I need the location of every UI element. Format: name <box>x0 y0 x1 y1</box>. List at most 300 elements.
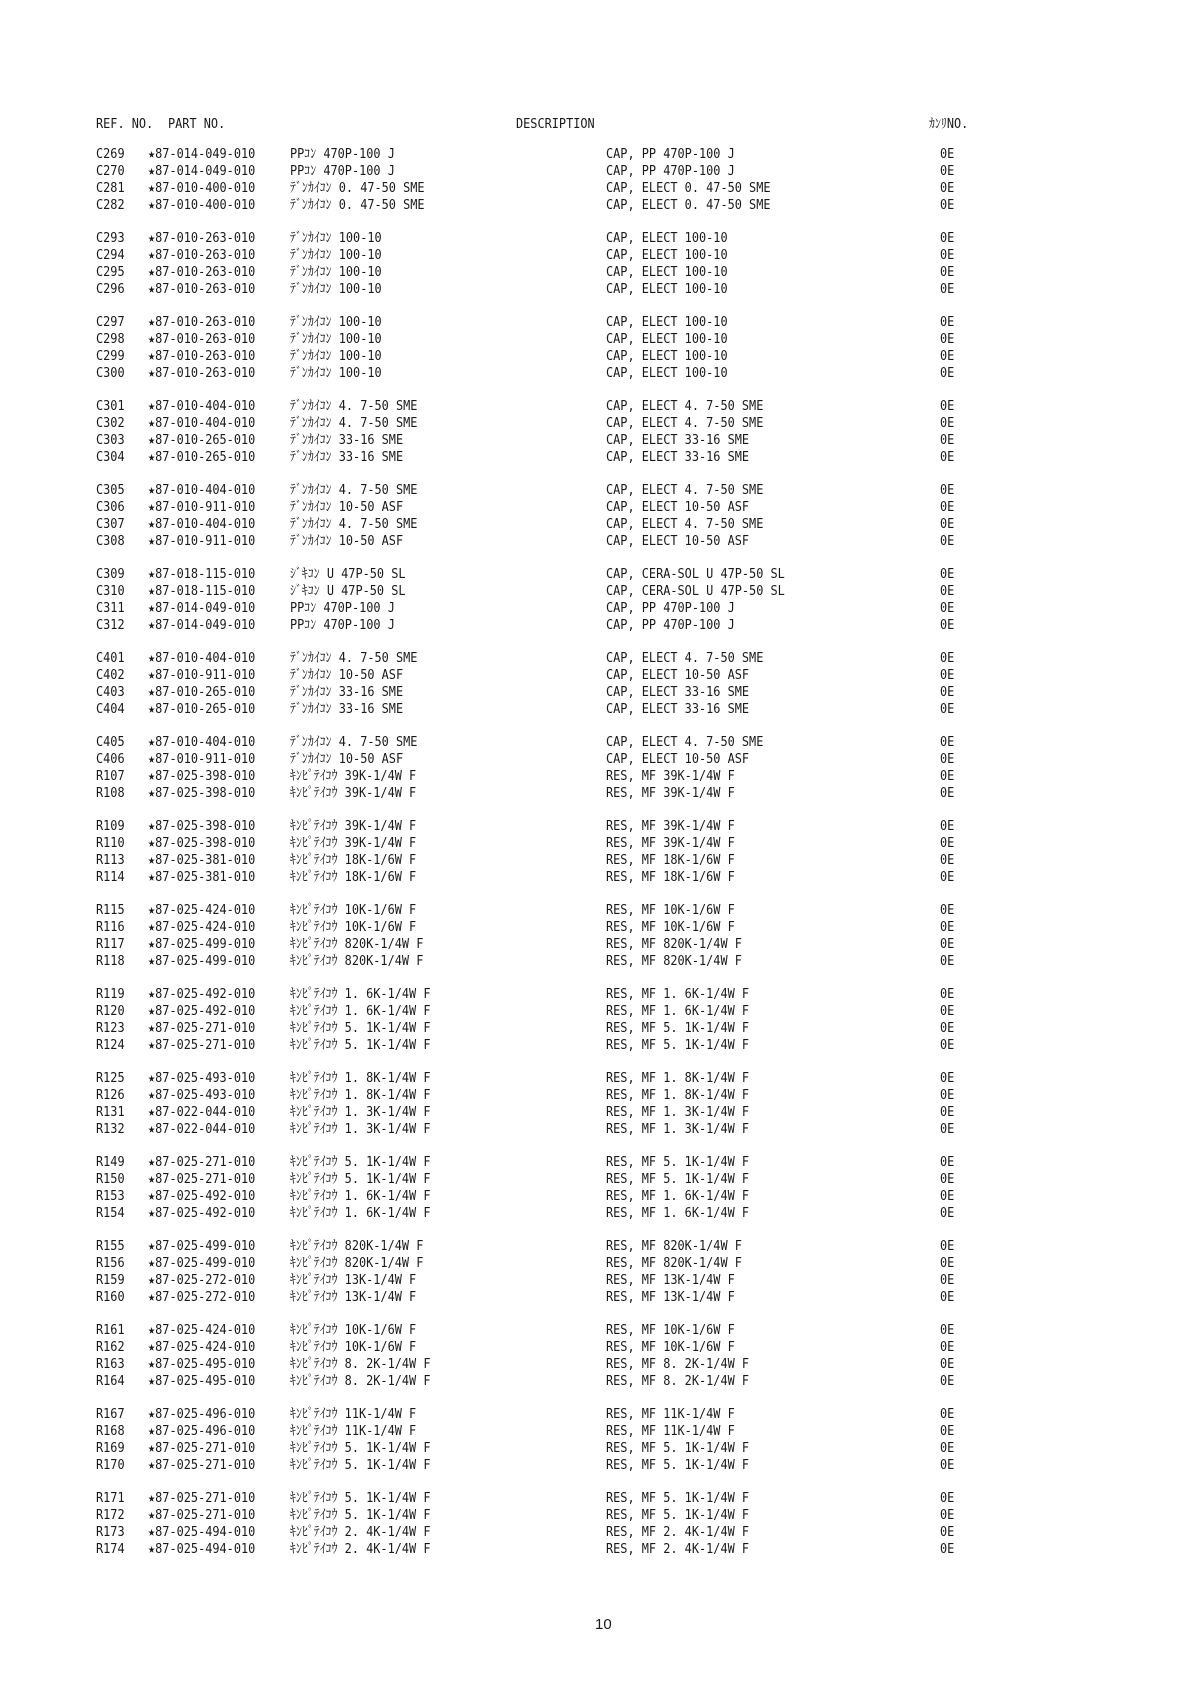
part-no: ★87-010-263-010 <box>148 281 256 297</box>
ref-no: C293 <box>96 230 125 246</box>
ref-no: R159 <box>96 1272 125 1288</box>
ref-no: R155 <box>96 1238 125 1254</box>
description-jp: ｷﾝﾋﾟﾃｲｺｳ 5. 1K-1/4W F <box>290 1037 431 1053</box>
kanri-no: 0E <box>940 734 955 750</box>
ref-no: C303 <box>96 432 125 448</box>
description-jp: ｷﾝﾋﾟﾃｲｺｳ 39K-1/4W F <box>290 785 417 801</box>
description-jp: ｼﾞｷｺﾝ U 47P-50 SL <box>290 583 406 599</box>
ref-no: R107 <box>96 768 125 784</box>
description-jp: ｷﾝﾋﾟﾃｲｺｳ 18K-1/6W F <box>290 869 417 885</box>
description-en: RES, MF 13K-1/4W F <box>606 1289 735 1305</box>
ref-no: R113 <box>96 852 125 868</box>
description-en: CAP, ELECT 10-50 ASF <box>606 533 750 549</box>
description-jp: ﾃﾞﾝｶｲｺﾝ 4. 7-50 SME <box>290 482 418 498</box>
description-jp: ﾃﾞﾝｶｲｺﾝ 100-10 <box>290 331 382 347</box>
kanri-no: 0E <box>940 449 955 465</box>
ref-no: C302 <box>96 415 125 431</box>
description-en: RES, MF 5. 1K-1/4W F <box>606 1490 750 1506</box>
description-en: RES, MF 13K-1/4W F <box>606 1272 735 1288</box>
kanri-no: 0E <box>940 1255 955 1271</box>
kanri-no: 0E <box>940 1104 955 1120</box>
description-jp: ｷﾝﾋﾟﾃｲｺｳ 13K-1/4W F <box>290 1272 417 1288</box>
kanri-no: 0E <box>940 818 955 834</box>
part-no: ★87-010-911-010 <box>148 533 256 549</box>
description-jp: ﾃﾞﾝｶｲｺﾝ 100-10 <box>290 247 382 263</box>
description-jp: ｷﾝﾋﾟﾃｲｺｳ 13K-1/4W F <box>290 1289 417 1305</box>
description-en: CAP, ELECT 4. 7-50 SME <box>606 516 764 532</box>
description-jp: ﾃﾞﾝｶｲｺﾝ 10-50 ASF <box>290 667 404 683</box>
description-en: CAP, ELECT 33-16 SME <box>606 684 750 700</box>
kanri-no: 0E <box>940 499 955 515</box>
part-no: ★87-025-424-010 <box>148 1322 256 1338</box>
kanri-no: 0E <box>940 197 955 213</box>
ref-no: C309 <box>96 566 125 582</box>
part-no: ★87-010-404-010 <box>148 482 256 498</box>
kanri-no: 0E <box>940 482 955 498</box>
ref-no: R170 <box>96 1457 125 1473</box>
ref-no: R132 <box>96 1121 125 1137</box>
part-no: ★87-010-263-010 <box>148 314 256 330</box>
ref-no: R131 <box>96 1104 125 1120</box>
kanri-no: 0E <box>940 1457 955 1473</box>
description-jp: ﾃﾞﾝｶｲｺﾝ 100-10 <box>290 314 382 330</box>
kanri-no: 0E <box>940 1070 955 1086</box>
ref-no: C294 <box>96 247 125 263</box>
description-en: CAP, CERA-SOL U 47P-50 SL <box>606 583 785 599</box>
ref-no: C269 <box>96 146 125 162</box>
ref-no: R149 <box>96 1154 125 1170</box>
ref-no: R154 <box>96 1205 125 1221</box>
kanri-no: 0E <box>940 432 955 448</box>
description-en: CAP, PP 470P-100 J <box>606 617 735 633</box>
description-en: RES, MF 1. 6K-1/4W F <box>606 986 750 1002</box>
description-en: CAP, PP 470P-100 J <box>606 163 735 179</box>
part-no: ★87-025-492-010 <box>148 1205 256 1221</box>
description-jp: ｷﾝﾋﾟﾃｲｺｳ 5. 1K-1/4W F <box>290 1440 431 1456</box>
part-no: ★87-010-263-010 <box>148 264 256 280</box>
description-en: RES, MF 11K-1/4W F <box>606 1423 735 1439</box>
description-en: RES, MF 5. 1K-1/4W F <box>606 1457 750 1473</box>
ref-no: C406 <box>96 751 125 767</box>
description-jp: ﾃﾞﾝｶｲｺﾝ 100-10 <box>290 281 382 297</box>
ref-no: C401 <box>96 650 125 666</box>
kanri-no: 0E <box>940 365 955 381</box>
ref-no: R118 <box>96 953 125 969</box>
description-en: CAP, ELECT 100-10 <box>606 365 728 381</box>
page-number: 10 <box>595 1616 612 1633</box>
description-jp: ｷﾝﾋﾟﾃｲｺｳ 10K-1/6W F <box>290 902 417 918</box>
description-jp: ｷﾝﾋﾟﾃｲｺｳ 1. 6K-1/4W F <box>290 1205 431 1221</box>
kanri-no: 0E <box>940 1440 955 1456</box>
ref-no: C312 <box>96 617 125 633</box>
kanri-no: 0E <box>940 516 955 532</box>
ref-no: C298 <box>96 331 125 347</box>
description-jp: ﾃﾞﾝｶｲｺﾝ 100-10 <box>290 264 382 280</box>
description-en: RES, MF 1. 6K-1/4W F <box>606 1188 750 1204</box>
kanri-no: 0E <box>940 684 955 700</box>
part-no: ★87-010-400-010 <box>148 197 256 213</box>
ref-no: C404 <box>96 701 125 717</box>
kanri-no: 0E <box>940 146 955 162</box>
ref-no: R115 <box>96 902 125 918</box>
description-en: RES, MF 5. 1K-1/4W F <box>606 1020 750 1036</box>
part-no: ★87-022-044-010 <box>148 1121 256 1137</box>
description-en: CAP, PP 470P-100 J <box>606 600 735 616</box>
kanri-no: 0E <box>940 1087 955 1103</box>
kanri-no: 0E <box>940 1356 955 1372</box>
description-en: CAP, ELECT 4. 7-50 SME <box>606 650 764 666</box>
part-no: ★87-025-271-010 <box>148 1037 256 1053</box>
part-no: ★87-010-404-010 <box>148 734 256 750</box>
description-en: RES, MF 11K-1/4W F <box>606 1406 735 1422</box>
part-no: ★87-010-404-010 <box>148 398 256 414</box>
part-no: ★87-025-271-010 <box>148 1171 256 1187</box>
part-no: ★87-025-398-010 <box>148 835 256 851</box>
ref-no: C402 <box>96 667 125 683</box>
description-jp: ﾃﾞﾝｶｲｺﾝ 0. 47-50 SME <box>290 197 425 213</box>
ref-no: C311 <box>96 600 125 616</box>
description-jp: ｷﾝﾋﾟﾃｲｺｳ 1. 6K-1/4W F <box>290 986 431 1002</box>
part-no: ★87-025-495-010 <box>148 1373 256 1389</box>
kanri-no: 0E <box>940 314 955 330</box>
header-part-no: PART NO. <box>168 116 226 132</box>
description-en: RES, MF 5. 1K-1/4W F <box>606 1171 750 1187</box>
kanri-no: 0E <box>940 986 955 1002</box>
ref-no: R124 <box>96 1037 125 1053</box>
description-en: RES, MF 1. 8K-1/4W F <box>606 1070 750 1086</box>
description-en: RES, MF 820K-1/4W F <box>606 936 742 952</box>
description-jp: ﾃﾞﾝｶｲｺﾝ 100-10 <box>290 348 382 364</box>
ref-no: C297 <box>96 314 125 330</box>
kanri-no: 0E <box>940 281 955 297</box>
part-no: ★87-022-044-010 <box>148 1104 256 1120</box>
part-no: ★87-025-424-010 <box>148 902 256 918</box>
kanri-no: 0E <box>940 415 955 431</box>
part-no: ★87-010-404-010 <box>148 415 256 431</box>
ref-no: C299 <box>96 348 125 364</box>
ref-no: C300 <box>96 365 125 381</box>
description-jp: ﾃﾞﾝｶｲｺﾝ 33-16 SME <box>290 684 404 700</box>
kanri-no: 0E <box>940 650 955 666</box>
description-en: CAP, ELECT 0. 47-50 SME <box>606 180 771 196</box>
part-no: ★87-025-495-010 <box>148 1356 256 1372</box>
description-jp: ﾃﾞﾝｶｲｺﾝ 10-50 ASF <box>290 533 404 549</box>
ref-no: R169 <box>96 1440 125 1456</box>
description-jp: ﾃﾞﾝｶｲｺﾝ 100-10 <box>290 365 382 381</box>
description-jp: ｷﾝﾋﾟﾃｲｺｳ 39K-1/4W F <box>290 835 417 851</box>
description-en: RES, MF 10K-1/6W F <box>606 902 735 918</box>
kanri-no: 0E <box>940 1322 955 1338</box>
description-en: CAP, ELECT 4. 7-50 SME <box>606 415 764 431</box>
description-jp: ｷﾝﾋﾟﾃｲｺｳ 5. 1K-1/4W F <box>290 1020 431 1036</box>
kanri-no: 0E <box>940 1272 955 1288</box>
description-en: RES, MF 39K-1/4W F <box>606 785 735 801</box>
part-no: ★87-025-499-010 <box>148 936 256 952</box>
description-en: RES, MF 39K-1/4W F <box>606 768 735 784</box>
description-jp: ﾃﾞﾝｶｲｺﾝ 4. 7-50 SME <box>290 734 418 750</box>
description-en: CAP, ELECT 33-16 SME <box>606 432 750 448</box>
description-jp: ｷﾝﾋﾟﾃｲｺｳ 39K-1/4W F <box>290 768 417 784</box>
ref-no: R174 <box>96 1541 125 1557</box>
ref-no: C405 <box>96 734 125 750</box>
description-en: RES, MF 1. 6K-1/4W F <box>606 1205 750 1221</box>
ref-no: C403 <box>96 684 125 700</box>
kanri-no: 0E <box>940 331 955 347</box>
ref-no: R109 <box>96 818 125 834</box>
description-jp: ｷﾝﾋﾟﾃｲｺｳ 820K-1/4W F <box>290 953 424 969</box>
kanri-no: 0E <box>940 180 955 196</box>
part-no: ★87-010-265-010 <box>148 701 256 717</box>
description-en: CAP, ELECT 4. 7-50 SME <box>606 734 764 750</box>
part-no: ★87-025-499-010 <box>148 953 256 969</box>
ref-no: C304 <box>96 449 125 465</box>
description-jp: ｷﾝﾋﾟﾃｲｺｳ 5. 1K-1/4W F <box>290 1154 431 1170</box>
part-no: ★87-010-263-010 <box>148 331 256 347</box>
ref-no: C307 <box>96 516 125 532</box>
description-en: CAP, ELECT 0. 47-50 SME <box>606 197 771 213</box>
description-jp: PPｺﾝ 470P-100 J <box>290 146 395 162</box>
description-en: CAP, ELECT 100-10 <box>606 314 728 330</box>
kanri-no: 0E <box>940 398 955 414</box>
part-no: ★87-025-499-010 <box>148 1238 256 1254</box>
ref-no: R160 <box>96 1289 125 1305</box>
description-jp: ｷﾝﾋﾟﾃｲｺｳ 18K-1/6W F <box>290 852 417 868</box>
kanri-no: 0E <box>940 348 955 364</box>
description-jp: ｷﾝﾋﾟﾃｲｺｳ 820K-1/4W F <box>290 936 424 952</box>
description-jp: ﾃﾞﾝｶｲｺﾝ 10-50 ASF <box>290 751 404 767</box>
description-en: CAP, ELECT 10-50 ASF <box>606 667 750 683</box>
ref-no: C281 <box>96 180 125 196</box>
description-jp: ｷﾝﾋﾟﾃｲｺｳ 1. 6K-1/4W F <box>290 1003 431 1019</box>
kanri-no: 0E <box>940 1020 955 1036</box>
description-en: CAP, ELECT 4. 7-50 SME <box>606 482 764 498</box>
kanri-no: 0E <box>940 566 955 582</box>
description-en: RES, MF 10K-1/6W F <box>606 919 735 935</box>
kanri-no: 0E <box>940 247 955 263</box>
description-en: RES, MF 8. 2K-1/4W F <box>606 1373 750 1389</box>
part-no: ★87-025-271-010 <box>148 1154 256 1170</box>
ref-no: R126 <box>96 1087 125 1103</box>
ref-no: C270 <box>96 163 125 179</box>
part-no: ★87-025-493-010 <box>148 1070 256 1086</box>
part-no: ★87-010-400-010 <box>148 180 256 196</box>
description-en: CAP, ELECT 100-10 <box>606 264 728 280</box>
part-no: ★87-025-493-010 <box>148 1087 256 1103</box>
part-no: ★87-010-265-010 <box>148 684 256 700</box>
description-en: RES, MF 2. 4K-1/4W F <box>606 1541 750 1557</box>
kanri-no: 0E <box>940 1339 955 1355</box>
part-no: ★87-025-494-010 <box>148 1524 256 1540</box>
header-description: DESCRIPTION <box>516 116 595 132</box>
description-en: RES, MF 1. 6K-1/4W F <box>606 1003 750 1019</box>
ref-no: R125 <box>96 1070 125 1086</box>
kanri-no: 0E <box>940 1524 955 1540</box>
ref-no: R164 <box>96 1373 125 1389</box>
part-no: ★87-010-265-010 <box>148 432 256 448</box>
part-no: ★87-025-496-010 <box>148 1423 256 1439</box>
description-en: CAP, ELECT 33-16 SME <box>606 449 750 465</box>
description-jp: ﾃﾞﾝｶｲｺﾝ 100-10 <box>290 230 382 246</box>
description-jp: ｷﾝﾋﾟﾃｲｺｳ 1. 8K-1/4W F <box>290 1087 431 1103</box>
kanri-no: 0E <box>940 1238 955 1254</box>
kanri-no: 0E <box>940 1188 955 1204</box>
kanri-no: 0E <box>940 751 955 767</box>
description-jp: ｷﾝﾋﾟﾃｲｺｳ 8. 2K-1/4W F <box>290 1356 431 1372</box>
part-no: ★87-025-496-010 <box>148 1406 256 1422</box>
description-jp: ｷﾝﾋﾟﾃｲｺｳ 1. 6K-1/4W F <box>290 1188 431 1204</box>
part-no: ★87-018-115-010 <box>148 583 256 599</box>
part-no: ★87-025-271-010 <box>148 1457 256 1473</box>
description-jp: ｷﾝﾋﾟﾃｲｺｳ 5. 1K-1/4W F <box>290 1490 431 1506</box>
description-en: CAP, CERA-SOL U 47P-50 SL <box>606 566 785 582</box>
ref-no: R120 <box>96 1003 125 1019</box>
description-en: CAP, ELECT 33-16 SME <box>606 701 750 717</box>
part-no: ★87-025-424-010 <box>148 919 256 935</box>
description-jp: ﾃﾞﾝｶｲｺﾝ 4. 7-50 SME <box>290 516 418 532</box>
description-jp: ﾃﾞﾝｶｲｺﾝ 10-50 ASF <box>290 499 404 515</box>
description-en: RES, MF 18K-1/6W F <box>606 869 735 885</box>
description-en: CAP, ELECT 100-10 <box>606 348 728 364</box>
description-en: RES, MF 5. 1K-1/4W F <box>606 1440 750 1456</box>
kanri-no: 0E <box>940 902 955 918</box>
ref-no: C310 <box>96 583 125 599</box>
part-no: ★87-025-271-010 <box>148 1490 256 1506</box>
part-no: ★87-025-499-010 <box>148 1255 256 1271</box>
ref-no: C308 <box>96 533 125 549</box>
description-jp: ﾃﾞﾝｶｲｺﾝ 33-16 SME <box>290 432 404 448</box>
description-jp: ｷﾝﾋﾟﾃｲｺｳ 820K-1/4W F <box>290 1255 424 1271</box>
description-jp: ﾃﾞﾝｶｲｺﾝ 4. 7-50 SME <box>290 398 418 414</box>
part-no: ★87-025-271-010 <box>148 1440 256 1456</box>
description-en: RES, MF 5. 1K-1/4W F <box>606 1037 750 1053</box>
ref-no: R119 <box>96 986 125 1002</box>
kanri-no: 0E <box>940 1406 955 1422</box>
description-en: RES, MF 820K-1/4W F <box>606 953 742 969</box>
ref-no: R162 <box>96 1339 125 1355</box>
ref-no: R117 <box>96 936 125 952</box>
part-no: ★87-014-049-010 <box>148 617 256 633</box>
description-en: RES, MF 5. 1K-1/4W F <box>606 1154 750 1170</box>
kanri-no: 0E <box>940 1423 955 1439</box>
kanri-no: 0E <box>940 1507 955 1523</box>
kanri-no: 0E <box>940 919 955 935</box>
part-no: ★87-025-494-010 <box>148 1541 256 1557</box>
kanri-no: 0E <box>940 701 955 717</box>
part-no: ★87-018-115-010 <box>148 566 256 582</box>
kanri-no: 0E <box>940 1490 955 1506</box>
part-no: ★87-025-272-010 <box>148 1289 256 1305</box>
kanri-no: 0E <box>940 533 955 549</box>
ref-no: R150 <box>96 1171 125 1187</box>
ref-no: C305 <box>96 482 125 498</box>
description-jp: ｷﾝﾋﾟﾃｲｺｳ 11K-1/4W F <box>290 1423 417 1439</box>
part-no: ★87-025-492-010 <box>148 1188 256 1204</box>
description-en: CAP, ELECT 10-50 ASF <box>606 499 750 515</box>
ref-no: R163 <box>96 1356 125 1372</box>
part-no: ★87-025-398-010 <box>148 818 256 834</box>
description-jp: ﾃﾞﾝｶｲｺﾝ 33-16 SME <box>290 701 404 717</box>
ref-no: R156 <box>96 1255 125 1271</box>
kanri-no: 0E <box>940 264 955 280</box>
description-jp: ﾃﾞﾝｶｲｺﾝ 33-16 SME <box>290 449 404 465</box>
ref-no: R108 <box>96 785 125 801</box>
description-en: CAP, ELECT 10-50 ASF <box>606 751 750 767</box>
ref-no: R110 <box>96 835 125 851</box>
description-jp: ｷﾝﾋﾟﾃｲｺｳ 5. 1K-1/4W F <box>290 1171 431 1187</box>
description-jp: ｷﾝﾋﾟﾃｲｺｳ 820K-1/4W F <box>290 1238 424 1254</box>
part-no: ★87-025-271-010 <box>148 1507 256 1523</box>
part-no: ★87-014-049-010 <box>148 163 256 179</box>
ref-no: C301 <box>96 398 125 414</box>
description-jp: ｷﾝﾋﾟﾃｲｺｳ 5. 1K-1/4W F <box>290 1457 431 1473</box>
ref-no: R116 <box>96 919 125 935</box>
part-no: ★87-025-492-010 <box>148 1003 256 1019</box>
kanri-no: 0E <box>940 617 955 633</box>
description-en: CAP, ELECT 100-10 <box>606 230 728 246</box>
kanri-no: 0E <box>940 230 955 246</box>
description-en: RES, MF 18K-1/6W F <box>606 852 735 868</box>
ref-no: R153 <box>96 1188 125 1204</box>
description-jp: ｷﾝﾋﾟﾃｲｺｳ 1. 3K-1/4W F <box>290 1121 431 1137</box>
description-jp: ｷﾝﾋﾟﾃｲｺｳ 1. 8K-1/4W F <box>290 1070 431 1086</box>
description-en: RES, MF 5. 1K-1/4W F <box>606 1507 750 1523</box>
part-no: ★87-025-271-010 <box>148 1020 256 1036</box>
description-jp: ｷﾝﾋﾟﾃｲｺｳ 2. 4K-1/4W F <box>290 1524 431 1540</box>
description-jp: ｷﾝﾋﾟﾃｲｺｳ 39K-1/4W F <box>290 818 417 834</box>
kanri-no: 0E <box>940 1373 955 1389</box>
kanri-no: 0E <box>940 1154 955 1170</box>
kanri-no: 0E <box>940 1003 955 1019</box>
description-jp: ｷﾝﾋﾟﾃｲｺｳ 10K-1/6W F <box>290 919 417 935</box>
description-en: RES, MF 820K-1/4W F <box>606 1238 742 1254</box>
description-jp: ﾃﾞﾝｶｲｺﾝ 0. 47-50 SME <box>290 180 425 196</box>
part-no: ★87-010-263-010 <box>148 230 256 246</box>
part-no: ★87-025-381-010 <box>148 852 256 868</box>
ref-no: R172 <box>96 1507 125 1523</box>
part-no: ★87-010-911-010 <box>148 751 256 767</box>
kanri-no: 0E <box>940 936 955 952</box>
kanri-no: 0E <box>940 583 955 599</box>
description-jp: ｷﾝﾋﾟﾃｲｺｳ 5. 1K-1/4W F <box>290 1507 431 1523</box>
part-no: ★87-010-263-010 <box>148 365 256 381</box>
ref-no: R173 <box>96 1524 125 1540</box>
description-jp: ﾃﾞﾝｶｲｺﾝ 4. 7-50 SME <box>290 650 418 666</box>
part-no: ★87-010-911-010 <box>148 499 256 515</box>
description-jp: ｷﾝﾋﾟﾃｲｺｳ 11K-1/4W F <box>290 1406 417 1422</box>
description-en: RES, MF 820K-1/4W F <box>606 1255 742 1271</box>
description-en: CAP, ELECT 100-10 <box>606 281 728 297</box>
part-no: ★87-010-911-010 <box>148 667 256 683</box>
description-en: RES, MF 2. 4K-1/4W F <box>606 1524 750 1540</box>
kanri-no: 0E <box>940 768 955 784</box>
description-jp: PPｺﾝ 470P-100 J <box>290 600 395 616</box>
ref-no: C296 <box>96 281 125 297</box>
description-en: RES, MF 1. 3K-1/4W F <box>606 1104 750 1120</box>
description-jp: PPｺﾝ 470P-100 J <box>290 163 395 179</box>
part-no: ★87-025-381-010 <box>148 869 256 885</box>
ref-no: C306 <box>96 499 125 515</box>
kanri-no: 0E <box>940 1037 955 1053</box>
kanri-no: 0E <box>940 667 955 683</box>
part-no: ★87-025-398-010 <box>148 768 256 784</box>
kanri-no: 0E <box>940 163 955 179</box>
description-en: CAP, ELECT 100-10 <box>606 331 728 347</box>
part-no: ★87-025-424-010 <box>148 1339 256 1355</box>
ref-no: R123 <box>96 1020 125 1036</box>
kanri-no: 0E <box>940 852 955 868</box>
ref-no: R171 <box>96 1490 125 1506</box>
description-en: RES, MF 10K-1/6W F <box>606 1339 735 1355</box>
